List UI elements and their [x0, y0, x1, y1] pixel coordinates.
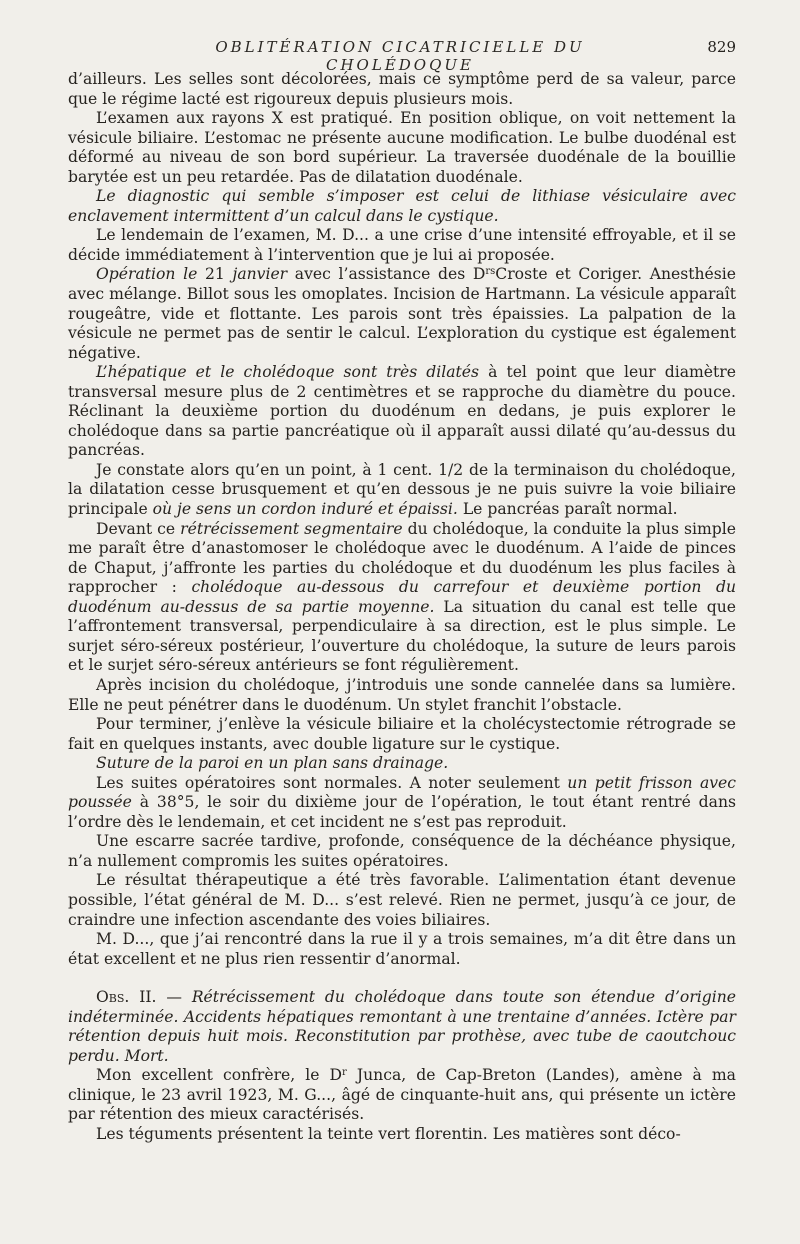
body-text — [68, 70, 736, 1145]
paragraph: L’examen aux rayons X est pratiqué. En position oblique, on voit nettement la vésicule biliaire. L’estomac ne présente aucune modification. Le bulbe duodénal est déformé au niveau de son bord supérieur. La traversée duodénale de la bouillie barytée est un peu retardée. Pas de dilatation duodénale. — [68, 109, 736, 186]
paragraph: Pour terminer, j’enlève la vésicule biliaire et la cholécystectomie rétrograde se fait en quelques instants, avec double ligature sur le cystique. — [68, 715, 736, 753]
section-gap — [68, 969, 736, 988]
running-title: OBLITÉRATION CICATRICIELLE DU CHOLÉDOQUE — [215, 38, 585, 74]
paragraph: Les téguments présentent la teinte vert florentin. Les matières sont déco- — [96, 1124, 681, 1143]
paragraph: Le lendemain de l’examen, M. D... a une crise d’une intensité effroyable, et il se décide immédiatement à l’intervention que je lui ai proposée. — [68, 226, 736, 264]
page-number: 829 — [707, 38, 736, 56]
paragraph: Opération le 21 janvier avec l’assistance des $D^{rs}Croste$ et Coriger. Anesthésie avec mélange. Billot sous les omoplates. Incision de Hartmann. La vésicule apparaît rougeâtre, vide et flottante. Les parois sont très épaissies. La palpation de la vésicule ne permet pas de sentir le calcul. L’exploration du cystique est également négative. — [68, 265, 736, 362]
paragraph: Le diagnostic qui semble s’imposer est celui de lithiase vésiculaire avec enclavement intermittent d’un calcul dans le cystique. — [68, 187, 736, 225]
paragraph: d’ailleurs. Les selles sont décolorées, mais ce symptôme perd de sa valeur, parce que le régime lacté est rigoureux depuis plusieurs mois. — [68, 70, 736, 108]
paragraph: Le résultat thérapeutique a été très favorable. L’alimentation étant devenue possible, l’état général de M. D... s’est relevé. Rien ne permet, jusqu’à ce jour, de craindre une infection ascendante des voies biliaires. — [68, 871, 736, 929]
paragraph: Une escarre sacrée tardive, profonde, conséquence de la déchéance physique, n’a nullement compromis les suites opératoires. — [68, 832, 736, 870]
paragraph: M. D..., que j’ai rencontré dans la rue il y a trois semaines, m’a dit être dans un état excellent et ne plus rien ressentir d’anormal. — [68, 930, 736, 968]
paragraph: Après incision du cholédoque, j’introduis une sonde cannelée dans sa lumière. Elle ne peut pénétrer dans le duodénum. Un stylet franchit l’obstacle. — [68, 675, 736, 714]
paragraph: Mon excellent confrère, le $D^r$ Junca, de Cap-Breton (Landes), amène à ma clinique, le 23 avril 1923, M. G..., âgé de cinquante-huit ans, qui présente un ictère par rétention des mieux caractérisés. — [68, 1066, 736, 1124]
observation-heading: Obs. II. — Rétrécissement du cholédoque dans toute son étendue d’origine indéterminée. Accidents hépatiques remontant à une trentaine d’années. Ictère par rétention depuis huit mois. Reconstitution par prothèse, avec tube de caoutchouc perdu. Mort. — [68, 988, 737, 1065]
paragraph: Suture de la paroi en un plan sans drainage. — [96, 754, 449, 773]
paragraph: Devant ce rétrécissement segmentaire du cholédoque, la conduite la plus simple me paraît être d’anastomoser le cholédoque avec le duodénum. A l’aide de pinces de Chaput, j’affronte les parties du cholédoque et du duodénum les plus faciles à rapprocher : cholédoque au-dessous du carrefour et deuxième portion du duodénum au-dessus de sa partie moyenne. La situation du canal est telle que l’affrontement transversal, perpendiculaire à sa direction, est le plus simple. Le surjet séro-séreux postérieur, l’ouverture du cholédoque, la suture de leurs parois et le surjet séro-séreux antérieurs se font régulièrement. — [68, 519, 737, 675]
paragraph: L’hépatique et le cholédoque sont très dilatés à tel point que leur diamètre transversal mesure plus de 2 centimètres et se rapproche du diamètre du pouce. Réclinant la deuxième portion du duodénum en dedans, je puis explorer le cholédoque dans sa partie pancréatique où il apparaît aussi dilaté qu’au-dessus du pancréas. — [68, 363, 736, 460]
paragraph: Je constate alors qu’en un point, à 1 cent. 1/2 de la terminaison du cholédoque, la dilatation cesse brusquement et qu’en dessous je ne puis suivre la voie biliaire principale où je sens un cordon induré et épaissi. Le pancréas paraît normal. — [68, 460, 736, 519]
paragraph: Les suites opératoires sont normales. A noter seulement un petit frisson avec poussée à 38°5, le soir du dixième jour de l’opération, le tout étant rentré dans l’ordre dès le lendemain, et cet incident ne s’est pas reproduit. — [68, 773, 737, 831]
